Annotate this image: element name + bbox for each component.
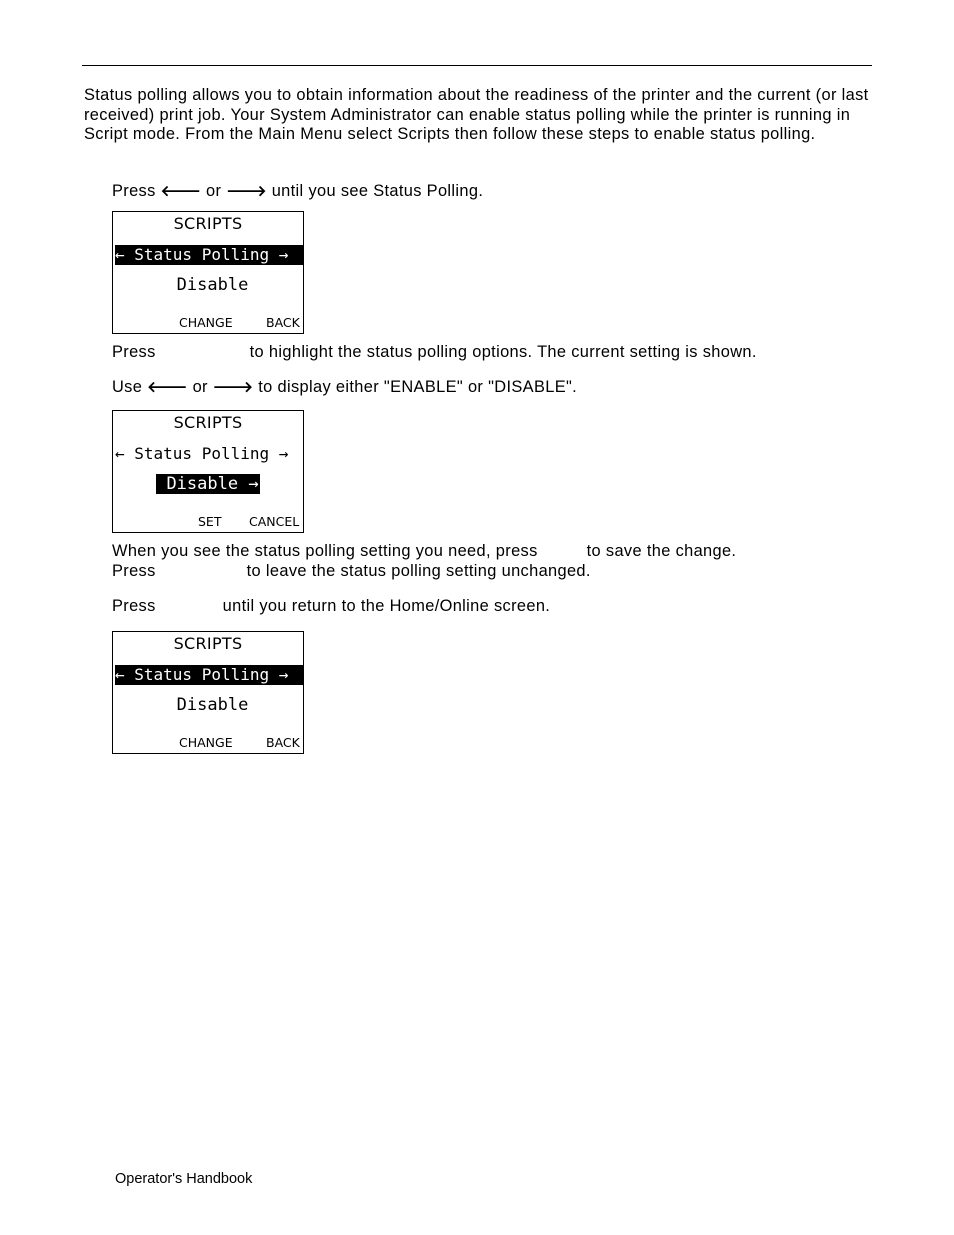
step-text: to save the change. [586, 542, 737, 560]
left-arrow-icon: 🡐 [147, 378, 188, 396]
step-3 [112, 377, 577, 397]
step-text: or [201, 182, 227, 200]
step-text: Press [112, 597, 156, 615]
lcd-value [113, 275, 303, 295]
softkey-back[interactable]: BACK [266, 315, 300, 330]
right-arrow-icon: 🡒 [226, 182, 267, 200]
lcd-title: SCRIPTS [173, 214, 243, 233]
step-text: Press [112, 562, 156, 580]
step-text: to display either "ENABLE" or "DISABLE". [253, 378, 578, 396]
step-text: Press [112, 182, 161, 200]
step-6 [112, 596, 550, 616]
step-text: When you see the status polling setting you need, press [112, 542, 538, 560]
lcd-screen-3 [112, 631, 304, 754]
step-text: until you return to the Home/Online screen. [222, 597, 551, 615]
step-4 [112, 541, 736, 561]
right-arrow-icon: 🡒 [212, 378, 254, 396]
lcd-title: SCRIPTS [173, 413, 243, 432]
softkey-cancel[interactable]: CANCEL [249, 514, 300, 529]
step-1 [112, 181, 483, 201]
lcd-title: SCRIPTS [173, 634, 243, 653]
step-text: to leave the status polling setting unchanged. [246, 562, 591, 580]
lcd-value-text: Disable [176, 695, 249, 715]
left-arrow-icon: 🡐 [160, 182, 202, 200]
lcd-value-text: Disable [176, 275, 249, 295]
lcd-value [113, 695, 303, 715]
page-footer: Operator's Handbook [115, 1171, 253, 1187]
intro-paragraph: Status polling allows you to obtain information about the readiness of the printer and the current (or last received) print job. Your System Administrator can enable status polling while the printer is running in Script mode. From the Main Menu select Scripts then follow these steps to enable status polling. [84, 86, 869, 144]
softkey-back[interactable]: BACK [266, 735, 300, 750]
step-text: until you see Status Polling. [266, 182, 484, 200]
step-text: Use [112, 378, 148, 396]
step-text: or [187, 378, 213, 396]
lcd-value-text: Disable → [156, 474, 259, 494]
lcd-option-highlighted: ← Status Polling → [115, 245, 303, 265]
softkey-change[interactable]: CHANGE [179, 735, 233, 750]
step-5 [112, 561, 591, 581]
lcd-option: ← Status Polling → [115, 444, 289, 463]
step-text: to highlight the status polling options. The current setting is shown. [249, 343, 757, 361]
header-rule [82, 65, 872, 66]
lcd-option-highlighted: ← Status Polling → [115, 665, 303, 685]
step-2 [112, 342, 757, 362]
lcd-screen-2 [112, 410, 304, 533]
lcd-value-highlighted [113, 474, 303, 494]
step-text: Press [112, 343, 156, 361]
softkey-change[interactable]: CHANGE [179, 315, 233, 330]
lcd-screen-1 [112, 211, 304, 334]
softkey-set[interactable]: SET [198, 514, 222, 529]
